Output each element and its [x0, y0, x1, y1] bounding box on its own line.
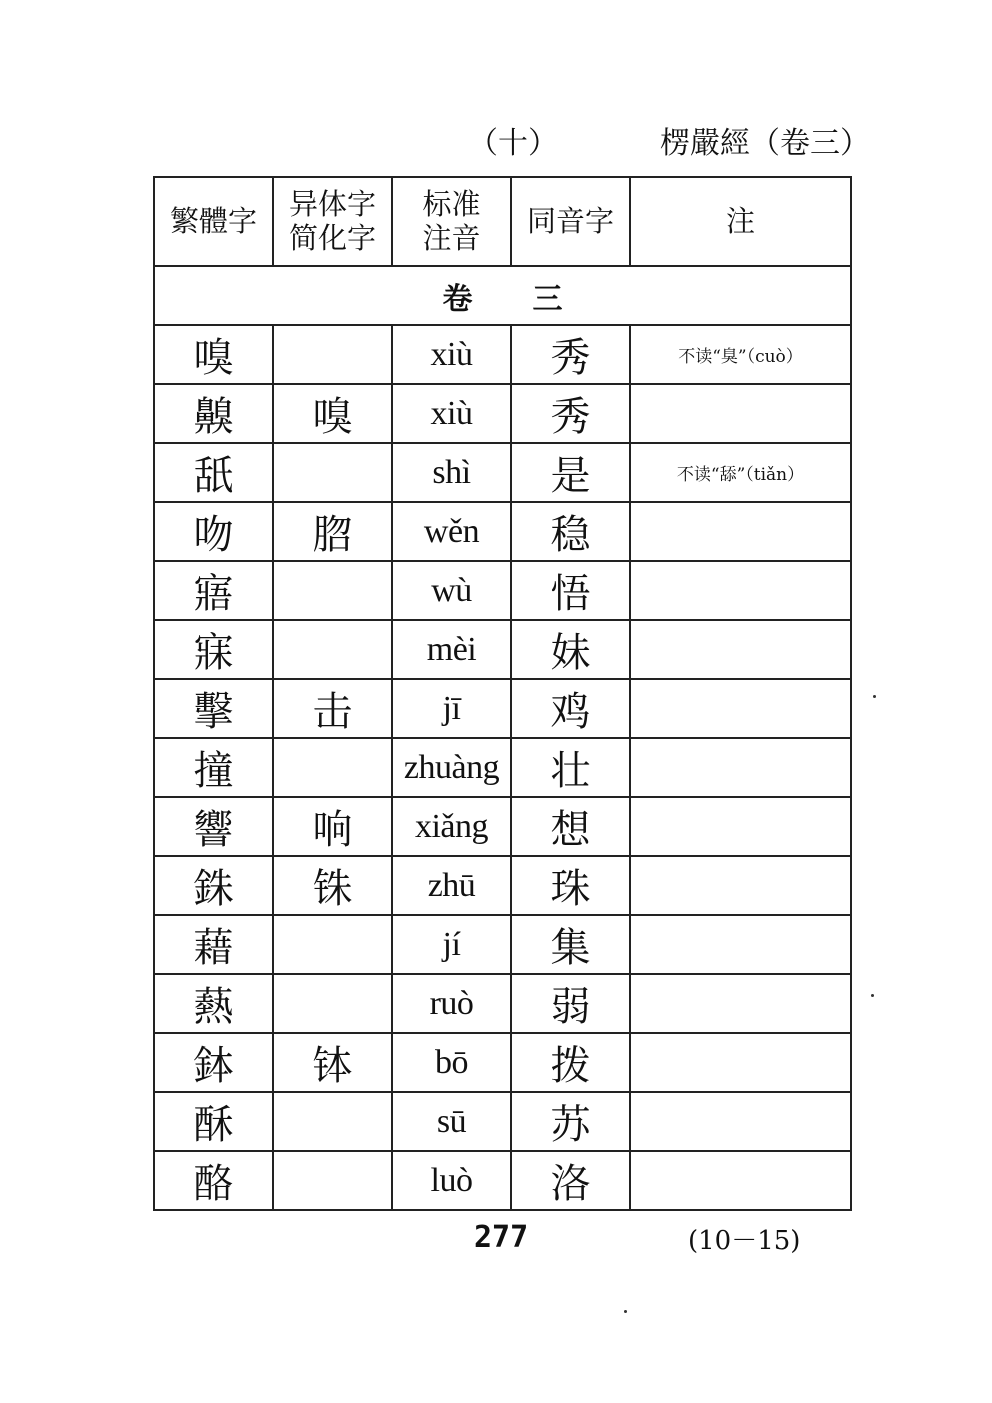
table-row: [154, 1092, 851, 1151]
homophone-char: 壮: [511, 738, 630, 797]
table-row: [154, 443, 851, 502]
header-homophone: 同音字: [511, 177, 630, 266]
header-variant: 异体字 简化字: [273, 177, 392, 266]
table-row: [154, 620, 851, 679]
section-title: 卷三: [154, 266, 851, 325]
pinyin: sū: [392, 1092, 511, 1151]
pinyin: xiù: [392, 325, 511, 384]
variant-char: [273, 561, 392, 620]
note: [630, 384, 851, 443]
pinyin: mèi: [392, 620, 511, 679]
pinyin: bō: [392, 1033, 511, 1092]
table-row: [154, 325, 851, 384]
variant-char: [273, 443, 392, 502]
pinyin: shì: [392, 443, 511, 502]
table-row: [154, 974, 851, 1033]
trad-char: 嗅: [154, 325, 273, 384]
trad-char: 撞: [154, 738, 273, 797]
homophone-char: 洛: [511, 1151, 630, 1210]
variant-char: [273, 974, 392, 1033]
pinyin: wěn: [392, 502, 511, 561]
trad-char: 爇: [154, 974, 273, 1033]
trad-char: 吻: [154, 502, 273, 561]
scan-speck: [624, 1310, 627, 1313]
note: [630, 856, 851, 915]
scan-speck: [873, 695, 876, 698]
trad-char: 擊: [154, 679, 273, 738]
table-row: [154, 384, 851, 443]
page-code: (10－15): [688, 1226, 801, 1256]
variant-char: 铢: [273, 856, 392, 915]
section-title-row: [154, 266, 851, 325]
variant-char: 嗅: [273, 384, 392, 443]
trad-char: 酥: [154, 1092, 273, 1151]
pinyin: jī: [392, 679, 511, 738]
variant-char: [273, 325, 392, 384]
homophone-char: 集: [511, 915, 630, 974]
page-number: 277: [474, 1220, 529, 1255]
pinyin: luò: [392, 1151, 511, 1210]
note: [630, 915, 851, 974]
note: [630, 974, 851, 1033]
table-row: [154, 502, 851, 561]
section-number: （十）: [468, 126, 558, 161]
homophone-char: 是: [511, 443, 630, 502]
homophone-char: 鸡: [511, 679, 630, 738]
note: [630, 502, 851, 561]
pinyin: xiǎng: [392, 797, 511, 856]
variant-char: 脗: [273, 502, 392, 561]
pinyin: zhū: [392, 856, 511, 915]
homophone-char: 想: [511, 797, 630, 856]
note: [630, 1092, 851, 1151]
trad-char: 酪: [154, 1151, 273, 1210]
note: 不读“臭”（cuò）: [630, 325, 851, 384]
trad-char: 寤: [154, 561, 273, 620]
pinyin: jí: [392, 915, 511, 974]
variant-char: [273, 1092, 392, 1151]
table-row: [154, 1151, 851, 1210]
trad-char: 齅: [154, 384, 273, 443]
variant-char: 响: [273, 797, 392, 856]
note: [630, 561, 851, 620]
homophone-char: 稳: [511, 502, 630, 561]
variant-char: 钵: [273, 1033, 392, 1092]
note: [630, 738, 851, 797]
trad-char: 舐: [154, 443, 273, 502]
note: 不读“舔”（tiǎn）: [630, 443, 851, 502]
note: [630, 1151, 851, 1210]
note: [630, 797, 851, 856]
table-row: [154, 1033, 851, 1092]
scan-speck: [871, 994, 874, 997]
pinyin: ruò: [392, 974, 511, 1033]
homophone-char: 秀: [511, 325, 630, 384]
trad-char: 藉: [154, 915, 273, 974]
table-row: [154, 797, 851, 856]
table-header-row: [154, 177, 851, 266]
book-title: 楞嚴經（卷三）: [660, 126, 870, 161]
homophone-char: 珠: [511, 856, 630, 915]
header-pinyin: 标准 注音: [392, 177, 511, 266]
pinyin: xiù: [392, 384, 511, 443]
variant-char: [273, 738, 392, 797]
homophone-char: 妹: [511, 620, 630, 679]
table-row: [154, 915, 851, 974]
note: [630, 620, 851, 679]
trad-char: 銖: [154, 856, 273, 915]
header-note: 注: [630, 177, 851, 266]
trad-char: 寐: [154, 620, 273, 679]
variant-char: [273, 620, 392, 679]
homophone-char: 秀: [511, 384, 630, 443]
homophone-char: 悟: [511, 561, 630, 620]
variant-char: [273, 1151, 392, 1210]
table-row: [154, 738, 851, 797]
header-traditional: 繁體字: [154, 177, 273, 266]
character-table: [153, 176, 852, 1211]
pinyin: zhuàng: [392, 738, 511, 797]
note: [630, 1033, 851, 1092]
note: [630, 679, 851, 738]
table-row: [154, 679, 851, 738]
homophone-char: 弱: [511, 974, 630, 1033]
homophone-char: 苏: [511, 1092, 630, 1151]
variant-char: [273, 915, 392, 974]
pinyin: wù: [392, 561, 511, 620]
homophone-char: 拨: [511, 1033, 630, 1092]
trad-char: 響: [154, 797, 273, 856]
variant-char: 击: [273, 679, 392, 738]
table-row: [154, 561, 851, 620]
trad-char: 鉢: [154, 1033, 273, 1092]
table-row: [154, 856, 851, 915]
